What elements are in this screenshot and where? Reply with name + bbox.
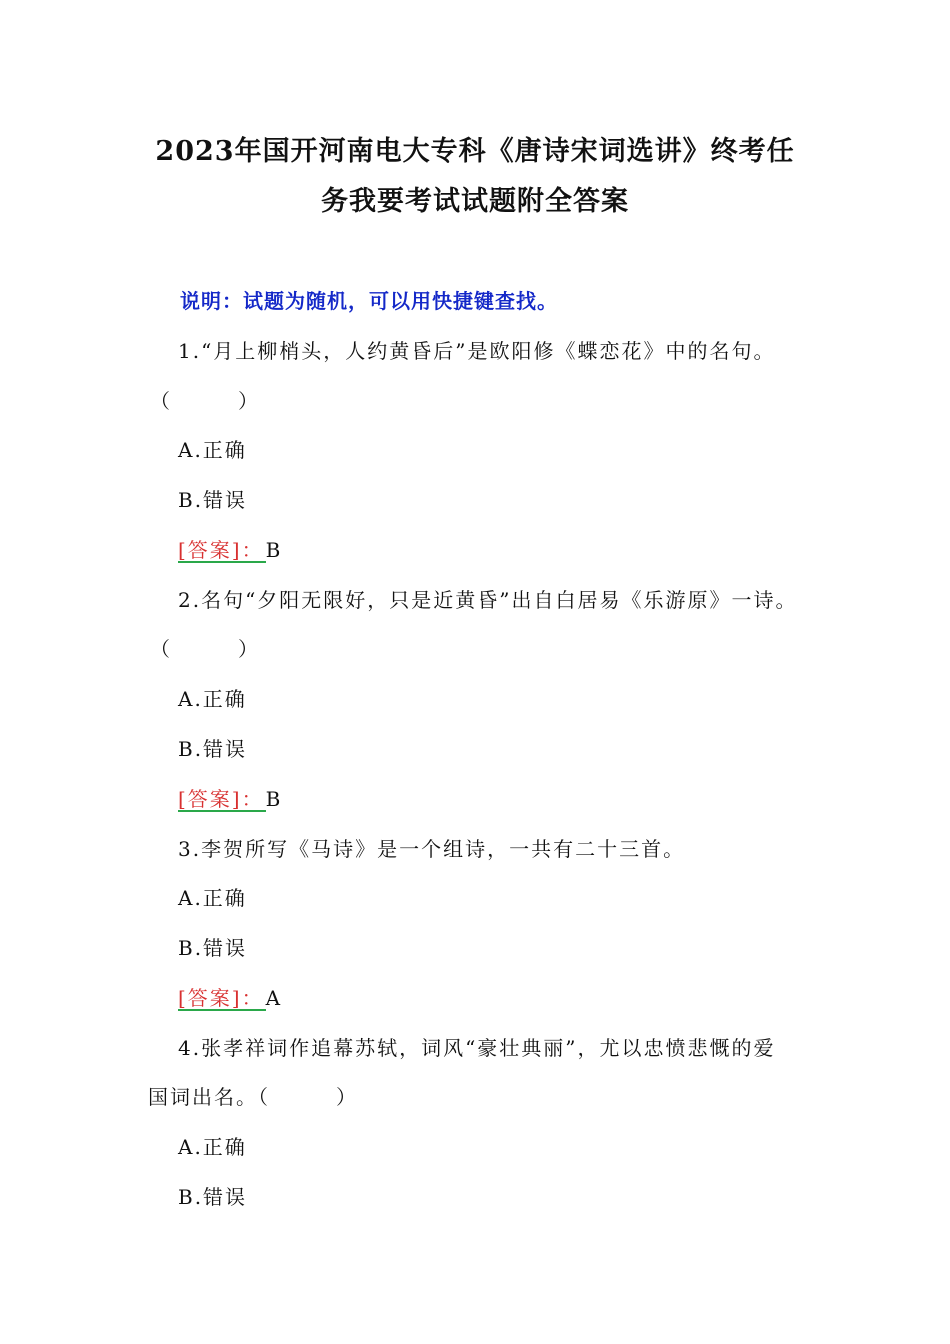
question-1-answer [178, 537, 282, 563]
question-3-option-b: B.错误 [178, 936, 248, 960]
question-3-text: 3.李贺所写《马诗》是一个组诗，一共有二十三首。 [178, 837, 686, 861]
question-4-text-continued: 国词出名。（ ） [148, 1085, 358, 1109]
question-1-option-b: B.错误 [178, 488, 248, 512]
question-2-answer [178, 786, 282, 812]
question-1-blank: （ ） [150, 389, 260, 413]
answer-label: [答案]： [178, 787, 264, 811]
answer-label: [答案]： [178, 986, 264, 1010]
document-title-line-2: 务我要考试试题附全答案 [321, 186, 629, 217]
question-4-option-b: B.错误 [178, 1185, 248, 1209]
question-3-option-a: A.正确 [178, 886, 247, 910]
question-2-text: 2.名句“夕阳无限好，只是近黄昏”出自白居易《乐游原》一诗。 [178, 588, 798, 612]
question-4-option-a: A.正确 [178, 1135, 247, 1159]
question-2-option-a: A.正确 [178, 687, 247, 711]
question-3-answer [178, 985, 282, 1011]
answer-value: A [265, 986, 283, 1010]
answer-value: B [265, 787, 283, 811]
question-2-option-b: B.错误 [178, 737, 248, 761]
answer-value: B [265, 538, 283, 562]
question-1-text: 1.“月上柳梢头，人约黄昏后”是欧阳修《蝶恋花》中的名句。 [178, 339, 776, 363]
question-1-option-a: A.正确 [178, 438, 247, 462]
document-title-line-1: 2023年国开河南电大专科《唐诗宋词选讲》终考任 [155, 136, 795, 167]
answer-label: [答案]： [178, 538, 264, 562]
question-2-blank: （ ） [150, 637, 260, 661]
instruction-note: 说明：试题为随机，可以用快捷键查找。 [180, 289, 558, 313]
question-4-text: 4.张孝祥词作追幕苏轼，词风“豪壮典丽”，尤以忠愤悲慨的爱 [178, 1036, 776, 1060]
